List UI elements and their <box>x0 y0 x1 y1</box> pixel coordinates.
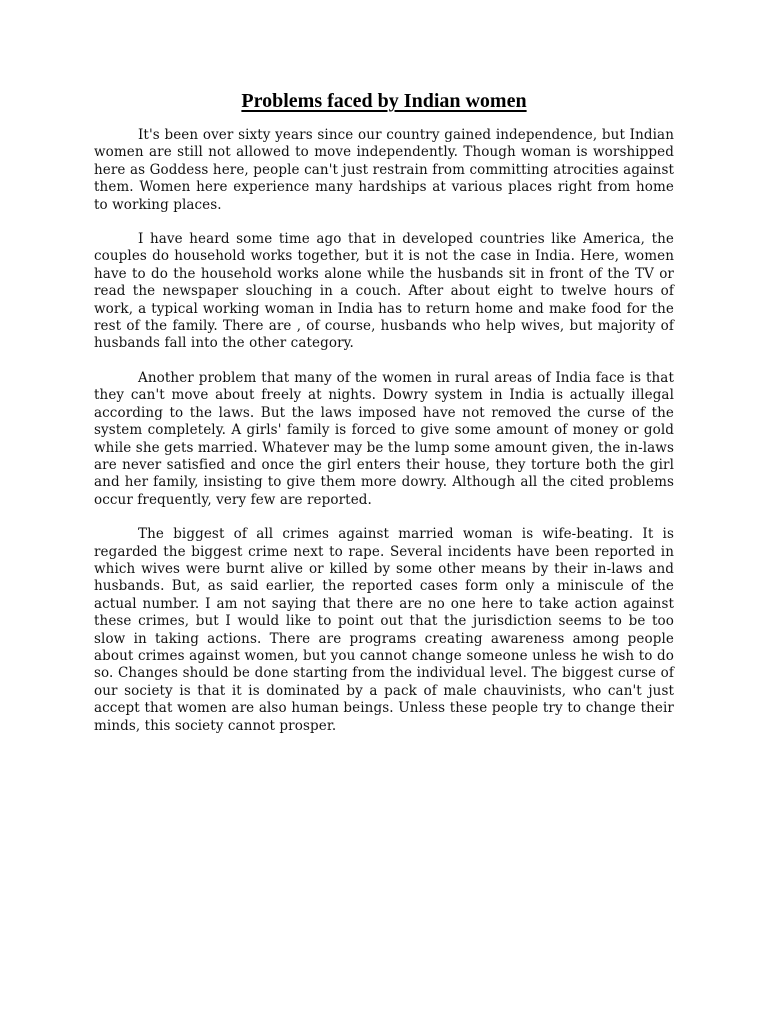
paragraph: I have heard some time ago that in developed countries like America, the couples do household works together, but it is not the case in India. Here, women have to do the household works alone while the husbands sit in front of the TV or read the newspaper slouching in a couch. After about eight to twelve hours of work, a typical working woman in India has to return home and make food for the rest of the family. There are , of course, husbands who help wives, but majority of husbands fall into the other category. <box>94 231 674 352</box>
paragraph: It's been over sixty years since our country gained independence, but Indian women are still not allowed to move independently. Though woman is worshipped here as Goddess here, people can't just restrain from committing atrocities against them. Women here experience many hardships at various places right from home to working places. <box>94 127 674 213</box>
paragraph: The biggest of all crimes against married woman is wife-beating. It is regarded the biggest crime next to rape. Several incidents have been reported in which wives were burnt alive or killed by some other means by their in-laws and husbands. But, as said earlier, the reported cases form only a miniscule of the actual number. I am not saying that there are no one here to take action against these crimes, but I would like to point out that the jurisdiction seems to be too slow in taking actions. There are programs creating awareness among people about crimes against women, but you cannot change someone unless he wish to do so. Changes should be done starting from the individual level. The biggest curse of our society is that it is dominated by a pack of male chauvinists, who can't just accept that women are also human beings. Unless these people try to change their minds, this society cannot prosper. <box>94 526 674 734</box>
paragraph: Another problem that many of the women in rural areas of India face is that they can't move about freely at nights. Dowry system in India is actually illegal according to the laws. But the laws imposed have not removed the curse of the system completely. A girls' family is forced to give some amount of money or gold while she gets married. Whatever may be the lump some amount given, the in-laws are never satisfied and once the girl enters their house, they torture both the girl and her family, insisting to give them more dowry. Although all the cited problems occur frequently, very few are reported. <box>94 369 674 508</box>
document-body <box>94 127 674 752</box>
document-title: Problems faced by Indian women <box>241 90 527 112</box>
